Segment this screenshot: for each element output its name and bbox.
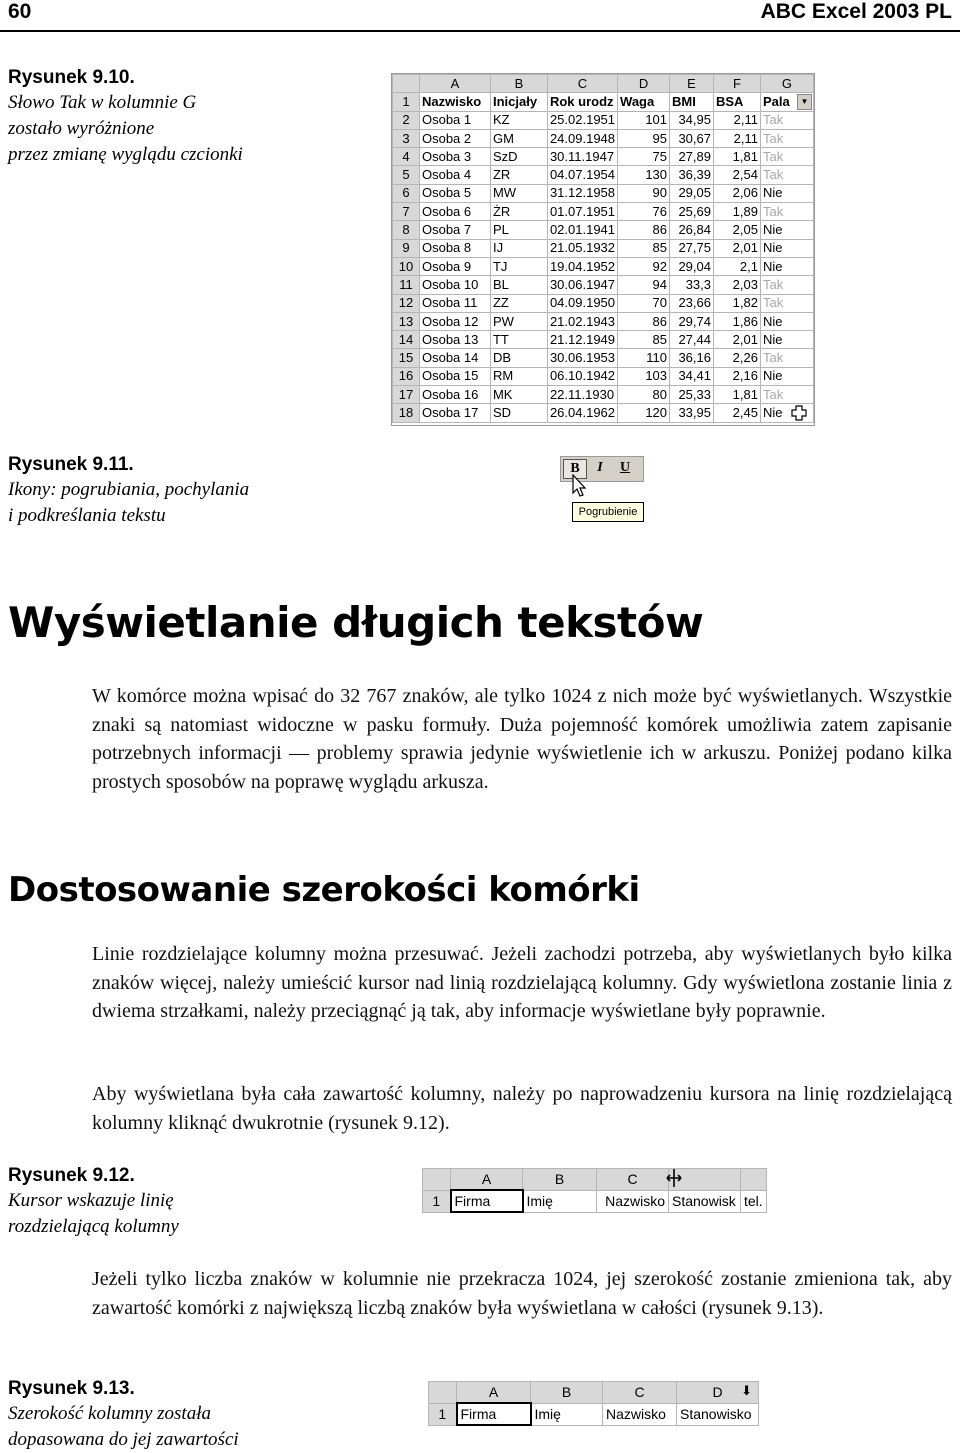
column-header[interactable]: C [603,1382,677,1404]
table-cell[interactable]: BL [490,276,547,294]
table-cell[interactable]: 21.02.1943 [547,312,617,330]
table-cell[interactable]: 80 [618,386,670,404]
table-cell[interactable]: Nie [760,221,813,239]
table-cell[interactable]: 01.07.1951 [547,203,617,221]
table-cell[interactable]: 1,89 [714,203,761,221]
table-cell[interactable]: 120 [618,404,670,422]
italic-button[interactable]: I [597,460,603,475]
table-cell[interactable]: 26.04.1962 [547,404,617,422]
row-header[interactable]: 12 [393,294,420,312]
table-cell[interactable]: 2,01 [714,331,761,349]
select-all-corner[interactable] [393,75,420,93]
column-header-row [423,1169,767,1191]
table-cell[interactable]: 30.06.1947 [547,276,617,294]
column-header-row [393,75,814,93]
fig913-caption-line: dopasowana do jej zawartości [8,1429,239,1450]
row-header[interactable]: 11 [393,276,420,294]
table-cell[interactable]: Osoba 1 [419,111,490,129]
column-header-row [429,1382,759,1404]
table-cell[interactable]: Tak [760,276,813,294]
row-header[interactable]: 15 [393,349,420,367]
table-cell[interactable]: 110 [618,349,670,367]
table-cell[interactable]: Osoba 16 [419,386,490,404]
row-header[interactable]: 10 [393,257,420,275]
body-paragraph: Jeżeli tylko liczba znaków w kolumnie nie przekracza 1024, jej szerokość zostanie zmieniona tak, aby zawartość komórki z największą liczbą znaków była wyświetlana w całości (rysunek 9.13). [92,1268,952,1319]
table-cell[interactable]: tel. [741,1190,767,1212]
table-cell[interactable]: 36,39 [670,166,714,184]
table-cell[interactable]: Osoba 17 [419,404,490,422]
autofilter-cell[interactable] [760,93,813,111]
table-cell[interactable]: MK [490,386,547,404]
table-cell[interactable]: ŻR [490,203,547,221]
table-cell[interactable]: Osoba 15 [419,367,490,385]
table-cell[interactable]: 1,81 [714,386,761,404]
table-cell[interactable]: ZZ [490,294,547,312]
fig912-caption-line: rozdzielającą kolumny [8,1216,179,1237]
table-cell[interactable]: Osoba 9 [419,257,490,275]
table-cell[interactable]: 29,74 [670,312,714,330]
table-cell[interactable]: Stanowisk [669,1190,741,1212]
table-cell[interactable]: 06.10.1942 [547,367,617,385]
fig911-caption-line: Ikony: pogrubiania, pochylania [8,479,250,500]
table-row [393,166,814,184]
running-header [0,0,960,32]
fig910-caption-line: przez zmianę wyglądu czcionki [8,144,243,165]
table-cell[interactable]: 2,11 [714,129,761,147]
table-row [423,1190,767,1212]
table-cell[interactable]: SzD [490,148,547,166]
table-cell[interactable]: BMI [670,93,714,111]
table-cell[interactable]: Tak [760,111,813,129]
book-title: ABC Excel 2003 PL [760,0,952,23]
table-cell[interactable]: TT [490,331,547,349]
column-header[interactable]: A [457,1382,531,1404]
table-cell[interactable]: Osoba 6 [419,203,490,221]
table-cell[interactable]: 25,69 [670,203,714,221]
table-cell[interactable]: 85 [618,239,670,257]
spreadsheet-strip [422,1168,767,1213]
table-cell[interactable]: Tak [760,166,813,184]
table-cell[interactable]: Nazwisko [597,1190,669,1212]
table-cell[interactable]: Osoba 11 [419,294,490,312]
table-row [393,367,814,385]
column-header[interactable]: C [547,75,617,93]
row-header[interactable]: 1 [423,1190,451,1212]
dropdown-arrow-icon[interactable]: ▼ [797,94,812,110]
table-cell[interactable]: 27,89 [670,148,714,166]
column-resize-cursor-icon [665,1168,683,1188]
table-cell[interactable]: PW [490,312,547,330]
column-header[interactable]: D [618,75,670,93]
table-cell[interactable]: 23,66 [670,294,714,312]
table-row [393,312,814,330]
table-row [393,184,814,202]
table-cell[interactable]: 19.04.1952 [547,257,617,275]
column-header[interactable]: C [597,1169,669,1191]
table-cell[interactable]: 34,41 [670,367,714,385]
table-cell[interactable]: Osoba 4 [419,166,490,184]
table-cell[interactable]: 2,11 [714,111,761,129]
body-paragraph: Aby wyświetlana była cała zawartość kolumny, należy po naprowadzeniu kursora na linię rozdzielającą kolumny kliknąć dwukrotnie (rysunek 9.12). [92,1083,952,1134]
table-cell[interactable]: 36,16 [670,349,714,367]
section-heading: Wyświetlanie długich tekstów [8,598,704,647]
table-cell[interactable]: Osoba 2 [419,129,490,147]
select-all-corner[interactable] [429,1382,457,1404]
table-cell[interactable]: 2,05 [714,221,761,239]
table-cell[interactable]: Nie [760,239,813,257]
table-cell[interactable]: Firma [457,1403,531,1425]
table-cell[interactable]: RM [490,367,547,385]
table-row [393,386,814,404]
table-row [393,331,814,349]
column-header[interactable]: F [714,75,761,93]
table-cell[interactable]: 04.09.1950 [547,294,617,312]
fig910-caption-line: zostało wyróżnione [8,118,155,139]
table-cell[interactable]: 25.02.1951 [547,111,617,129]
fig912-number: Rysunek 9.12. [8,1165,135,1186]
fig910-spreadsheet [391,73,815,426]
table-cell[interactable]: 130 [618,166,670,184]
column-header[interactable]: B [490,75,547,93]
table-cell[interactable]: MW [490,184,547,202]
table-cell[interactable]: Tak [760,349,813,367]
table-cell[interactable]: DB [490,349,547,367]
table-cell[interactable]: 86 [618,221,670,239]
table-cell[interactable]: 30,67 [670,129,714,147]
table-row [393,221,814,239]
table-cell[interactable]: 25,33 [670,386,714,404]
column-header[interactable]: A [419,75,490,93]
row-header[interactable]: 14 [393,331,420,349]
table-cell[interactable]: Nie [760,331,813,349]
table-cell[interactable]: Tak [760,294,813,312]
table-cell[interactable]: IJ [490,239,547,257]
table-row [393,257,814,275]
table-cell[interactable]: 34,95 [670,111,714,129]
table-row [393,404,814,422]
table-cell[interactable]: Nie [760,404,813,422]
fig913-caption [8,1377,239,1453]
table-cell[interactable]: 02.01.1941 [547,221,617,239]
row-header[interactable]: 7 [393,203,420,221]
table-cell[interactable]: Tak [760,129,813,147]
cross-cursor-icon [791,405,807,421]
table-row [393,203,814,221]
table-row [429,1403,759,1425]
table-cell[interactable]: 27,75 [670,239,714,257]
row-header[interactable]: 8 [393,221,420,239]
table-cell[interactable]: 29,05 [670,184,714,202]
table-row [393,294,814,312]
table-cell[interactable]: Osoba 7 [419,221,490,239]
table-cell[interactable]: 94 [618,276,670,294]
table-cell[interactable]: 1,86 [714,312,761,330]
fig913-number: Rysunek 9.13. [8,1378,135,1399]
table-cell[interactable]: 92 [618,257,670,275]
column-header[interactable]: E [670,75,714,93]
table-cell[interactable]: 1,82 [714,294,761,312]
underline-button[interactable]: U [619,460,631,475]
select-all-corner[interactable] [423,1169,451,1191]
body-paragraph: W komórce można wpisać do 32 767 znaków, ale tylko 1024 z nich może być wyświetlanych. Wszystkie znaki są natomiast widoczne w pasku formuły. Duża pojemność komórek umożliwia zatem zapisanie potrzebnych informacji — problemy sprawia jedynie wyświetlenie ich w arkuszu. Poniżej podano kilka prostych sposobów na poprawę wyglądu arkusza. [92,685,952,793]
table-cell[interactable]: 22.11.1930 [547,386,617,404]
column-header[interactable]: A [451,1169,523,1191]
table-cell[interactable]: ZR [490,166,547,184]
table-cell[interactable]: Nazwisko [419,93,490,111]
table-cell[interactable]: 27,44 [670,331,714,349]
table-cell[interactable]: Osoba 12 [419,312,490,330]
table-cell[interactable]: KZ [490,111,547,129]
table-row [393,239,814,257]
table-cell[interactable]: Osoba 3 [419,148,490,166]
table-cell[interactable]: 2,01 [714,239,761,257]
fig911-caption [8,453,249,529]
table-cell[interactable]: 26,84 [670,221,714,239]
spreadsheet-grid [392,74,814,423]
table-cell[interactable]: 70 [618,294,670,312]
fig912-caption-line: Kursor wskazuje linię [8,1190,174,1211]
column-header-blank[interactable] [741,1169,767,1191]
table-cell[interactable]: Nie [760,312,813,330]
subsection-heading: Dostosowanie szerokości komórki [8,870,640,910]
table-row [393,111,814,129]
table-cell[interactable]: 2,54 [714,166,761,184]
table-cell[interactable]: 30.06.1953 [547,349,617,367]
table-cell[interactable]: Osoba 14 [419,349,490,367]
table-cell[interactable]: 86 [618,312,670,330]
table-cell[interactable]: 33,3 [670,276,714,294]
table-cell[interactable]: 2,26 [714,349,761,367]
table-cell[interactable]: 2,45 [714,404,761,422]
tooltip: Pogrubienie [572,502,644,522]
table-cell[interactable]: Imię [531,1403,603,1425]
page-number: 60 [8,0,32,23]
table-cell[interactable]: Nie [760,257,813,275]
table-cell[interactable]: Osoba 8 [419,239,490,257]
fig911-caption-line: i podkreślania tekstu [8,505,166,526]
fig911-number: Rysunek 9.11. [8,454,134,475]
table-cell[interactable]: Osoba 10 [419,276,490,294]
table-cell[interactable]: 76 [618,203,670,221]
fig912-spreadsheet [422,1168,767,1213]
table-cell[interactable]: 2,06 [714,184,761,202]
table-cell[interactable]: Nazwisko [603,1403,677,1425]
table-cell[interactable]: Imię [523,1190,597,1212]
table-cell[interactable]: TJ [490,257,547,275]
mouse-pointer-icon [572,474,588,498]
table-cell[interactable]: 103 [618,367,670,385]
table-cell[interactable]: 85 [618,331,670,349]
row-header[interactable]: 17 [393,386,420,404]
table-cell[interactable]: 1,81 [714,148,761,166]
column-header-label: D [712,1384,723,1401]
fig913-caption-line: Szerokość kolumny została [8,1403,211,1424]
table-cell[interactable]: 30.11.1947 [547,148,617,166]
row-header[interactable]: 6 [393,184,420,202]
column-header[interactable]: G [760,75,813,93]
column-header[interactable]: B [531,1382,603,1404]
column-header[interactable] [677,1382,759,1404]
table-cell[interactable]: 95 [618,129,670,147]
table-row [393,349,814,367]
row-header[interactable]: 1 [393,93,420,111]
table-cell[interactable]: 33,95 [670,404,714,422]
table-cell[interactable]: Nie [760,184,813,202]
table-cell[interactable]: 21.05.1932 [547,239,617,257]
fig910-caption-line: Słowo Tak w kolumnie G [8,92,197,113]
spreadsheet-strip [428,1381,759,1426]
table-cell[interactable]: BSA [714,93,761,111]
row-header[interactable]: 5 [393,166,420,184]
body-paragraph: Linie rozdzielające kolumny można przesuwać. Jeżeli zachodzi potrzeba, aby wyświetlanych było kilka znaków więcej, należy umieścić kursor nad linią rozdzielającą kolumny. Gdy wyświetlona zostanie linia z dwiema strzałkami, należy przeciągnąć ją tak, aby informacje wyświetlane były poprawnie. [92,943,952,1022]
table-row [393,148,814,166]
table-cell[interactable]: Tak [760,203,813,221]
table-cell[interactable]: 2,03 [714,276,761,294]
table-cell[interactable]: 31.12.1958 [547,184,617,202]
fig912-caption [8,1164,179,1240]
table-cell[interactable]: Stanowisko [677,1403,759,1425]
fig913-spreadsheet [428,1381,759,1426]
table-row [393,129,814,147]
table-cell[interactable]: 24.09.1948 [547,129,617,147]
table-cell[interactable]: 29,04 [670,257,714,275]
row-header[interactable]: 18 [393,404,420,422]
table-cell[interactable]: Waga [618,93,670,111]
table-cell[interactable]: 75 [618,148,670,166]
column-header[interactable]: B [523,1169,597,1191]
table-row [393,276,814,294]
table-cell[interactable]: Nie [760,367,813,385]
row-header[interactable]: 3 [393,129,420,147]
table-cell[interactable]: Osoba 13 [419,331,490,349]
fig910-number: Rysunek 9.10. [8,67,135,88]
table-cell[interactable]: 90 [618,184,670,202]
table-cell[interactable]: Osoba 5 [419,184,490,202]
row-header[interactable]: 9 [393,239,420,257]
table-cell[interactable]: 21.12.1949 [547,331,617,349]
table-cell[interactable]: GM [490,129,547,147]
bold-button[interactable]: B [563,459,587,479]
table-cell[interactable]: 2,1 [714,257,761,275]
row-header[interactable]: 16 [393,367,420,385]
table-row [393,93,814,111]
row-header[interactable]: 13 [393,312,420,330]
table-cell[interactable]: Inicjały [490,93,547,111]
arrow-down-icon: ⬇ [741,1383,752,1398]
fig910-caption [8,66,243,168]
table-cell[interactable]: 101 [618,111,670,129]
row-header[interactable]: 2 [393,111,420,129]
table-cell[interactable]: Tak [760,386,813,404]
table-cell[interactable]: Tak [760,148,813,166]
table-cell[interactable]: 2,16 [714,367,761,385]
table-cell[interactable]: PL [490,221,547,239]
table-cell[interactable]: Rok urodz [547,93,617,111]
table-cell[interactable]: 04.07.1954 [547,166,617,184]
table-cell[interactable]: SD [490,404,547,422]
table-cell[interactable]: Firma [451,1190,523,1212]
table-cell-text: Pala [762,93,790,109]
row-header[interactable]: 1 [429,1403,457,1425]
row-header[interactable]: 4 [393,148,420,166]
